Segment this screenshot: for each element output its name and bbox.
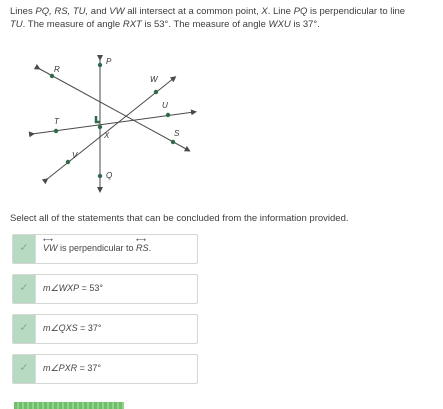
- check-icon: ✓: [19, 282, 29, 294]
- point-p: [98, 63, 102, 67]
- problem-angle-rxt: RXT: [122, 19, 142, 30]
- check-icon: ✓: [19, 242, 29, 254]
- choice-checkbox[interactable]: [13, 235, 36, 263]
- label-p: P: [106, 57, 112, 66]
- label-w: W: [150, 75, 158, 84]
- question-prompt: Select all of the statements that can be concluded from the information provided.: [10, 213, 349, 224]
- problem-rxt-value: 53°: [153, 19, 169, 30]
- point-x: [98, 125, 102, 129]
- choice-2[interactable]: [12, 274, 198, 304]
- problem-point-x: X: [261, 6, 268, 17]
- choice-4[interactable]: [12, 354, 198, 384]
- progress-bar: [14, 402, 124, 409]
- problem-text: . Line: [267, 6, 294, 17]
- problem-wxu-value: 37°: [302, 19, 318, 30]
- point-t: [54, 129, 58, 133]
- label-s: S: [174, 129, 180, 138]
- problem-text: is perpendicular to line: [307, 6, 406, 17]
- problem-lines: PQ, RS, TU,: [35, 6, 89, 17]
- check-icon: ✓: [19, 322, 29, 334]
- label-x: X: [104, 131, 110, 140]
- label-u: U: [162, 101, 168, 110]
- choice-label: ⟷ VW is perpendicular to ⟷ RS.: [43, 237, 152, 253]
- problem-line-vw: VW: [109, 6, 125, 17]
- line-arrow-icon: ⟷: [43, 237, 53, 244]
- problem-text: is: [290, 19, 303, 30]
- right-angle-mark: [96, 116, 100, 122]
- problem-text: Lines: [10, 6, 36, 17]
- problem-text: and: [88, 6, 110, 17]
- point-w: [154, 90, 158, 94]
- geometry-figure: [28, 50, 218, 200]
- choice-checkbox[interactable]: [13, 355, 36, 383]
- choice-checkbox[interactable]: [13, 315, 36, 343]
- point-u: [166, 113, 170, 117]
- problem-line-tu: TU: [10, 19, 23, 30]
- choice-label: m∠WXP = 53°: [43, 283, 103, 293]
- choice-label: m∠QXS = 37°: [43, 323, 102, 333]
- problem-statement: [10, 5, 440, 31]
- choice-3[interactable]: [12, 314, 198, 344]
- label-q: Q: [106, 171, 113, 180]
- label-t: T: [54, 117, 59, 126]
- problem-text: all intersect at a common point,: [124, 6, 262, 17]
- problem-line-pq: PQ: [293, 6, 308, 17]
- point-q: [98, 174, 102, 178]
- choice-label: m∠PXR = 37°: [43, 363, 101, 373]
- choice-checkbox[interactable]: [13, 275, 36, 303]
- label-r: R: [54, 65, 60, 74]
- point-s: [171, 140, 175, 144]
- line-arrow-icon: ⟷: [136, 237, 146, 244]
- label-v: V: [72, 151, 78, 160]
- problem-text: . The measure of angle: [168, 19, 269, 30]
- problem-text: . The measure of angle: [22, 19, 123, 30]
- problem-angle-wxu: WXU: [268, 19, 291, 30]
- problem-text: is: [141, 19, 154, 30]
- choice-1[interactable]: [12, 234, 198, 264]
- point-v: [66, 160, 70, 164]
- choice-list: [12, 234, 198, 394]
- point-r: [50, 74, 54, 78]
- problem-text: .: [317, 19, 320, 30]
- check-icon: ✓: [19, 362, 29, 374]
